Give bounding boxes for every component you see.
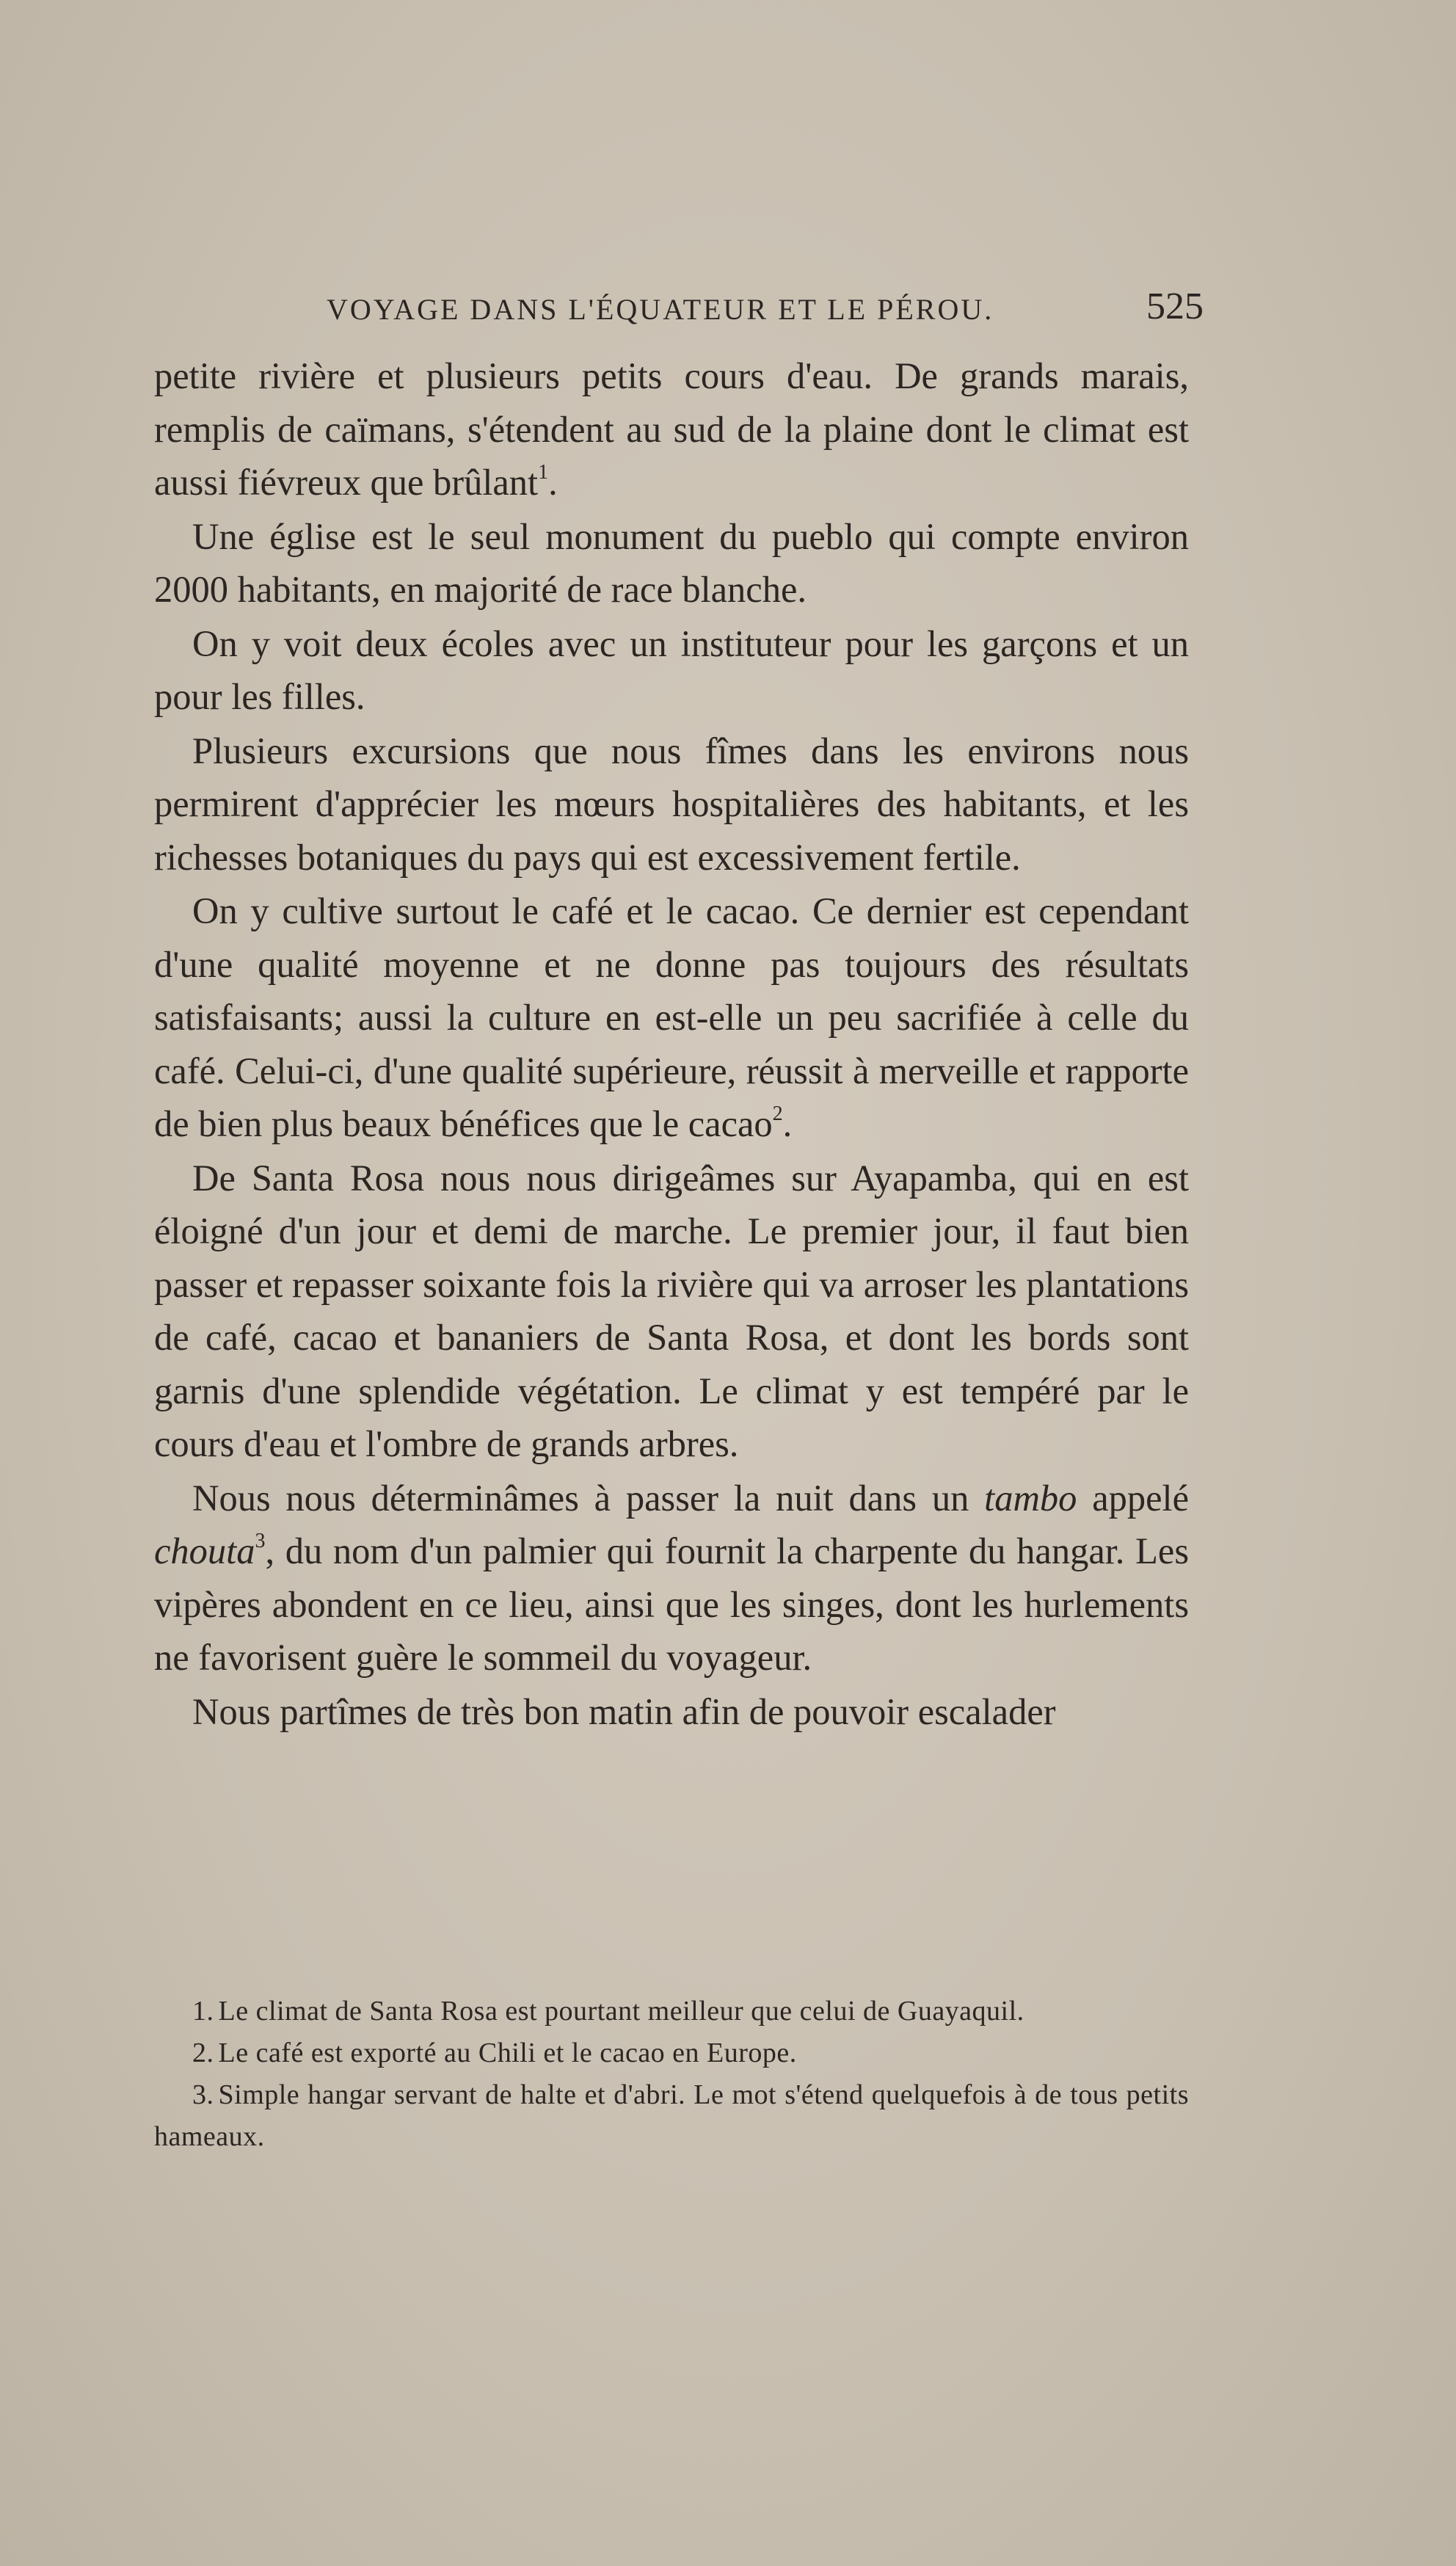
paragraph-4: Plusieurs excursions que nous fîmes dans les environs nous permirent d'apprécier les mœurs hospitalières des habitants, et les richesses botaniques du pays qui est excessivement fertile. bbox=[154, 730, 1189, 878]
footnote-1 bbox=[154, 1991, 1189, 2032]
running-title: VOYAGE DANS L'ÉQUATEUR ET LE PÉROU. bbox=[327, 293, 994, 326]
footnotes bbox=[154, 1991, 1189, 2158]
footnote-text: Le café est exporté au Chili et le cacao en Europe. bbox=[218, 2038, 797, 2068]
footnote-ref-1: 1 bbox=[538, 461, 549, 484]
paragraph-2: Une église est le seul monument du pueblo qui compte environ 2000 habitants, en majorité de race blanche. bbox=[154, 515, 1189, 610]
footnote-2 bbox=[154, 2032, 1189, 2074]
paragraph-8: Nous partîmes de très bon matin afin de pouvoir escalader bbox=[192, 1690, 1056, 1732]
paragraph-1: petite rivière et plusieurs petits cours d'eau. De grands marais, remplis de caïmans, s'étendent au sud de la plaine dont le climat est aussi fiévreux que brûlant$^1$. bbox=[154, 355, 1189, 503]
italic-term-chouta: chouta bbox=[154, 1530, 255, 1571]
paragraph-3: On y voit deux écoles avec un instituteur pour les garçons et un pour les filles. bbox=[154, 622, 1189, 717]
footnote-ref-2: 2 bbox=[772, 1102, 783, 1125]
page-header bbox=[154, 285, 1204, 336]
page-number: 525 bbox=[1146, 286, 1204, 327]
footnote-number: 1. bbox=[192, 1996, 214, 2027]
footnote-ref-3: 3 bbox=[255, 1530, 266, 1552]
footnote-number: 3. bbox=[192, 2079, 214, 2110]
footnote-3 bbox=[154, 2074, 1189, 2158]
italic-term-tambo: tambo bbox=[984, 1477, 1077, 1519]
paragraph-6: De Santa Rosa nous nous dirigeâmes sur Ayapamba, qui en est éloigné d'un jour et demi de marche. Le premier jour, il faut bien passer et repasser soixante fois la rivière qui va arroser les plantations de café, cacao et bananiers de Santa Rosa, et dont les bords sont garnis d'une splendide végétation. Le climat y est tempéré par le cours d'eau et l'ombre de grands arbres. bbox=[154, 1157, 1189, 1464]
paragraph-7: Nous nous déterminâmes à passer la nuit dans un tambo appelé chouta$^3$, du nom d'un palmier qui fournit la charpente du hangar. Les vipères abondent en ce lieu, ainsi que les singes, dont les hurlements ne favorisent guère le sommeil du voyageur. bbox=[154, 1477, 1189, 1678]
body-text bbox=[154, 349, 1189, 1739]
footnote-text: Simple hangar servant de halte et d'abri. Le mot s'étend quelquefois à de tous petits hameaux. bbox=[154, 2079, 1189, 2152]
footnote-text: Le climat de Santa Rosa est pourtant meilleur que celui de Guayaquil. bbox=[218, 1996, 1024, 2027]
footnote-number: 2. bbox=[192, 2038, 214, 2068]
paragraph-5: On y cultive surtout le café et le cacao. Ce dernier est cependant d'une qualité moyenne et ne donne pas toujours des résultats satisfaisants; aussi la culture en est-elle un peu sacrifiée à celle du café. Celui-ci, d'une qualité supérieure, réussit à merveille et rapporte de bien plus beaux bénéfices que le cacao$^2$. bbox=[154, 890, 1189, 1144]
